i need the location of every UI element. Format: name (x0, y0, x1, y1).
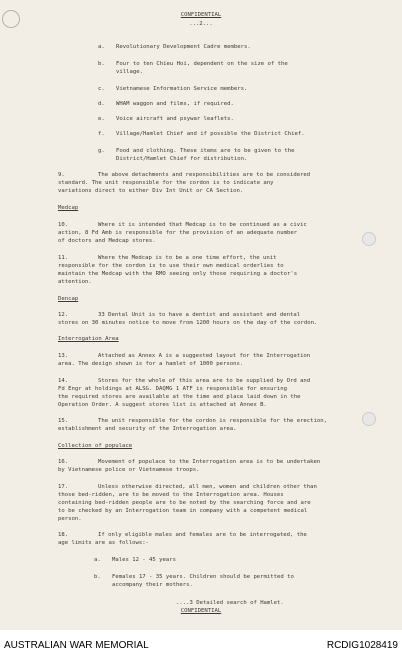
punch-hole-lower (362, 412, 376, 426)
sub-item-letter: a. (94, 557, 101, 563)
paragraph-text: variations direct to either Div Int Unit or CA Section. (58, 188, 244, 194)
item-text: District/Hamlet Chief for distribution. (116, 156, 248, 162)
section-heading-collection: Collection of populace (58, 443, 133, 449)
sub-item-text: Females 17 - 35 years. Children should be permitted to (112, 574, 294, 580)
section-heading-medcap: Medcap (58, 205, 79, 211)
item-letter: b. (98, 61, 105, 67)
punch-hole-upper (362, 232, 376, 246)
sub-item-text: Males 12 - 45 years (112, 557, 176, 563)
continuation-note: ....3 Detailed search of Hamlet. (176, 600, 284, 606)
paragraph-text: area. The design shown is for a hamlet of 1000 persons. (58, 361, 244, 367)
paragraph-text: Where it is intended that Medcap is to be continued as a civic (98, 222, 307, 228)
section-heading-dencap: Dencap (58, 296, 79, 302)
paragraph-number: 11. (58, 255, 69, 261)
paragraph-number: 9. (58, 172, 65, 178)
classification-footer: CONFIDENTIAL (180, 608, 222, 614)
paragraph-text: containing bed-ridden people are to be noted by the searching force and are (58, 500, 311, 506)
paragraph-number: 13. (58, 353, 69, 359)
paragraph-number: 12. (58, 312, 69, 318)
paragraph-text: stores on 30 minutes notice to move from 1200 hours on the day of the cordon. (58, 320, 318, 326)
item-letter: c. (98, 86, 105, 92)
paragraph-text: age limits are as follows:- (58, 540, 149, 546)
archive-record-id: RCDIG1028419 (326, 640, 398, 651)
paragraph-text: Movement of populace to the Interrogation area is to be undertaken (98, 459, 321, 465)
paragraph-text: action, 8 Fd Amb is responsible for the provision of an adequate number (58, 230, 298, 236)
paragraph-text: to be checked by an Interrogation team in company with a competent medical (58, 508, 308, 514)
item-text: Vietnamese Information Service members. (116, 86, 248, 92)
sub-item-letter: b. (94, 574, 101, 580)
paragraph-text: The unit responsible for the cordon is responsible for the erection, (98, 418, 328, 424)
paragraph-number: 14. (58, 378, 69, 384)
paragraph-text: Attached as Annex A is a suggested layout for the Interrogation (98, 353, 311, 359)
item-text: Food and clothing. These items are to be given to the (116, 148, 295, 154)
paragraph-text: responsible for the cordon is to use their own medical orderlies to (58, 263, 284, 269)
page-number: ...2... (189, 21, 213, 27)
item-letter: e. (98, 116, 105, 122)
paragraph-number: 10. (58, 222, 69, 228)
paragraph-text: establishment and security of the Interrogation area. (58, 426, 237, 432)
item-text: Voice aircraft and psywar leaflets. (116, 116, 234, 122)
paragraph-text: those bed-ridden, are to be moved to the Interrogation area. Houses (58, 492, 284, 498)
paragraph-text: Operation Order. A suggest stores list is attached at Annex B. (58, 402, 267, 408)
paragraph-text: maintain the Medcap with the RMO seeing only those requiring a doctor's (58, 271, 298, 277)
item-letter: d. (98, 101, 105, 107)
paragraph-text: the required stores are available at the time and place laid down in the (58, 394, 301, 400)
paragraph-number: 17. (58, 484, 69, 490)
paragraph-number: 16. (58, 459, 69, 465)
paragraph-number: 15. (58, 418, 69, 424)
paragraph-number: 18. (58, 532, 69, 538)
classification-header: CONFIDENTIAL (180, 12, 222, 18)
section-heading-interrogation: Interrogation Area (58, 336, 119, 342)
archive-source-label: AUSTRALIAN WAR MEMORIAL (4, 640, 149, 651)
item-text: Four to ten Chieu Hoi, dependent on the size of the (116, 61, 288, 67)
paragraph-text: Fd Engr at holdings at ALSG. DAQMG 1 ATF is responsible for ensuring (58, 386, 288, 392)
paragraph-text: If only eligible males and females are to be interrogated, the (98, 532, 307, 538)
paragraph-text: of doctors and Medcap stores. (58, 238, 156, 244)
sub-item-text: accompany their mothers. (112, 582, 193, 588)
item-text: Revolutionary Development Cadre members. (116, 44, 251, 50)
item-text: Village/Hamlet Chief and if possible the District Chief. (116, 131, 305, 137)
item-letter: g. (98, 148, 105, 154)
paragraph-text: by Vietnamese police or Vietnamese troops. (58, 467, 200, 473)
paragraph-text: 33 Dental Unit is to have a dentist and assistant and dental (98, 312, 301, 318)
paragraph-text: Unless otherwise directed, all men, women and children other than (98, 484, 317, 490)
paragraph-text: The above detachments and responsibilities are to be considered (98, 172, 311, 178)
item-letter: a. (98, 44, 105, 50)
item-letter: f. (98, 131, 105, 137)
paragraph-text: attention. (58, 279, 92, 285)
paragraph-text: Stores for the whole of this area are to be supplied by Ord and (98, 378, 311, 384)
item-text: WHAM waggon and films, if required. (116, 101, 234, 107)
paragraph-text: standard. The unit responsible for the cordon is to indicate any (58, 180, 274, 186)
paragraph-text: Where the Medcap is to be a one time effort, the unit (98, 255, 277, 261)
paragraph-text: person. (58, 516, 82, 522)
item-text: village. (116, 69, 143, 75)
